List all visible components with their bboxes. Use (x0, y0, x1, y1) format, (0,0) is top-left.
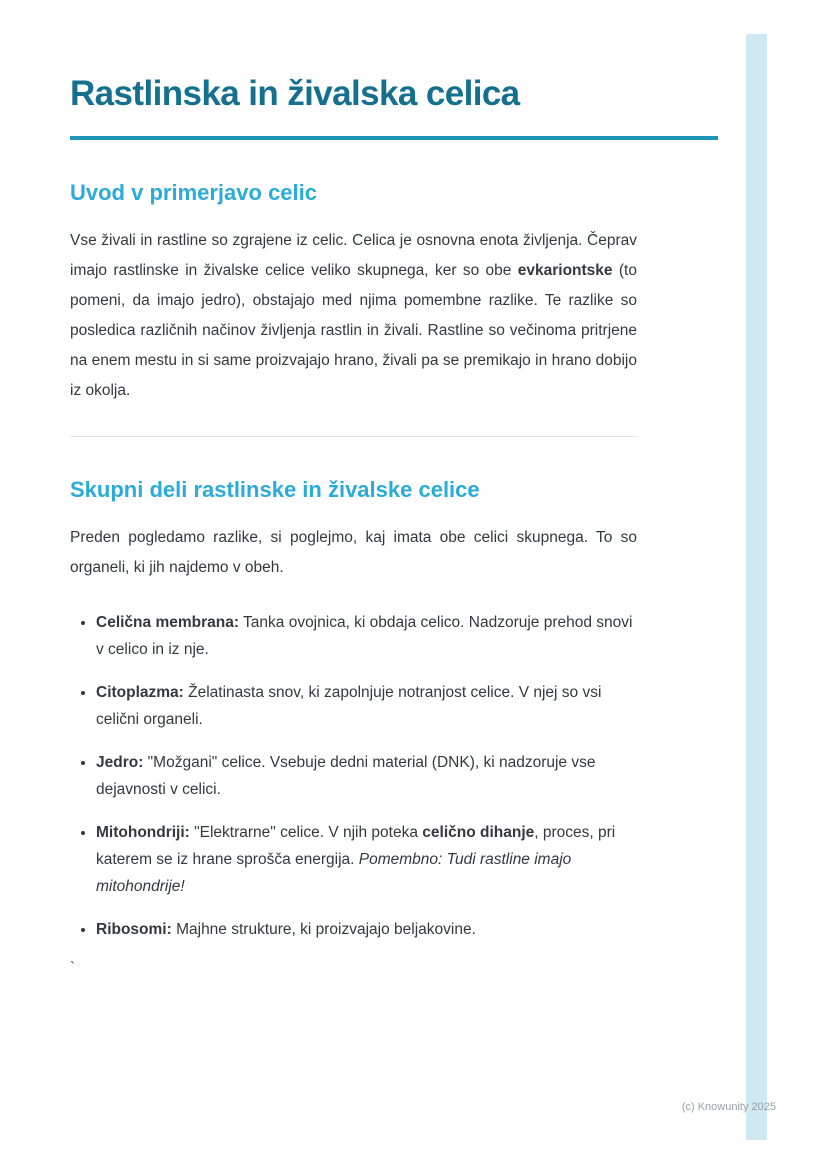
title-underline-rule (70, 136, 718, 140)
section-heading-intro: Uvod v primerjavo celic (70, 180, 317, 206)
intro-paragraph: Vse živali in rastline so zgrajene iz celic. Celica je osnovna enota življenja. Čeprav imajo rastlinske in živalske celice veliko skupnega, ker so obe evkariontske (to pomeni, da imajo jedro), obstajajo med njima pomembne razlike. Te razlike so posledica različnih načinov življenja rastlin in živali. Rastline so večinoma pritrjene na enem mestu in si same proizvajajo hrano, živali pa se premikajo in hrano dobijo iz okolja. (70, 232, 637, 400)
footer-credit: (c) Knowunity 2025 (681, 1101, 776, 1113)
stray-backtick-character: ` (70, 959, 75, 977)
list-item: • Citoplazma: Želatinasta snov, ki zapolnjuje notranjost celice. V njej so vsi celični organeli. (96, 679, 641, 733)
common-parts-paragraph: Preden pogledamo razlike, si poglejmo, kaj imata obe celici skupnega. To so organeli, ki jih najdemo v obeh. (70, 529, 637, 577)
section-heading-common-parts: Skupni deli rastlinske in živalske celice (70, 477, 480, 503)
section-divider (70, 436, 637, 437)
document-title: Rastlinska in živalska celica (70, 74, 520, 113)
list-item: • Ribosomi: Majhne strukture, ki proizvajajo beljakovine. (96, 916, 641, 943)
side-accent-stripe (746, 34, 767, 1140)
list-item: • Mitohondriji: "Elektrarne" celice. V njih poteka celično dihanje, proces, pri katerem se iz hrane sprošča energija. Pomembno: Tudi rastline imajo mitohondrije! (96, 819, 641, 900)
organelles-list (70, 609, 641, 943)
document-content (70, 0, 718, 976)
list-item: • Jedro: "Možgani" celice. Vsebuje dedni material (DNK), ki nadzoruje vse dejavnosti v celici. (96, 749, 641, 803)
list-item: • Celična membrana: Tanka ovojnica, ki obdaja celico. Nadzoruje prehod snovi v celico in iz nje. (96, 609, 641, 663)
